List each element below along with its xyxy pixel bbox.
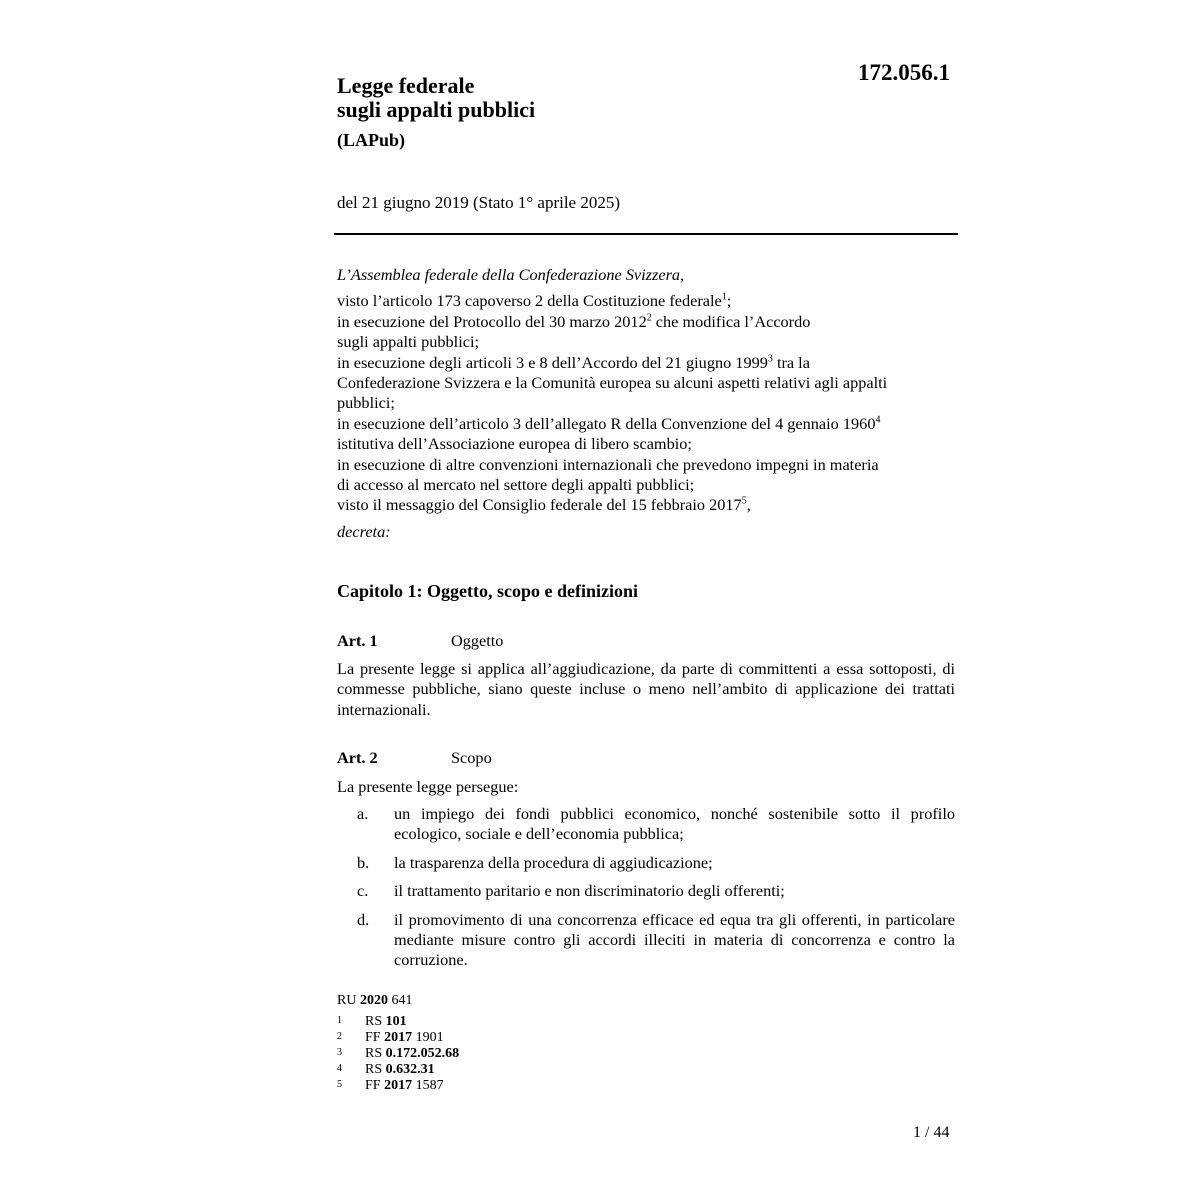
list-letter: c.	[357, 881, 369, 901]
list-item	[337, 910, 955, 971]
header-divider	[334, 233, 958, 235]
preamble-line: in esecuzione di altre convenzioni internazionali che prevedono impegni in materia	[337, 454, 879, 474]
footnote-text: RS 0.632.31	[365, 1062, 435, 1077]
article-heading-2	[337, 748, 492, 768]
footnote-number: 5	[337, 1079, 342, 1090]
list-text: il trattamento paritario e non discriminatorio degli offerenti;	[394, 881, 785, 901]
preamble-intro: L’Assemblea federale della Confederazione Svizzera,	[337, 265, 685, 284]
footnote-2	[337, 1030, 459, 1046]
article-heading-1	[337, 631, 503, 651]
list-item	[337, 804, 955, 845]
footnote-number: 1	[337, 1015, 342, 1026]
footnote-5	[337, 1078, 459, 1094]
preamble	[337, 265, 962, 542]
preamble-line: sugli appalti pubblici;	[337, 332, 479, 352]
footnote-ref[interactable]: 4	[875, 414, 881, 426]
preamble-line: istitutiva dell’Associazione europea di libero scambio;	[337, 434, 692, 454]
preamble-line: in esecuzione del Protocollo del 30 marzo 2012$^2$ che modifica l’Accordo	[337, 311, 811, 331]
list-letter: a.	[357, 804, 369, 823]
preamble-line: Confederazione Svizzera e la Comunità europea su alcuni aspetti relativi agli appalti	[337, 373, 888, 393]
law-title	[337, 74, 535, 122]
sr-number: 172.056.1	[858, 60, 950, 85]
article-number: Art. 2	[337, 748, 378, 767]
footnotes	[337, 1014, 459, 1094]
law-date: del 21 giugno 2019 (Stato 1° aprile 2025)	[337, 193, 621, 212]
article-title: Scopo	[451, 748, 492, 767]
article-title: Oggetto	[451, 631, 504, 650]
list-text: la trasparenza della procedura di aggiudicazione;	[394, 852, 713, 872]
footnote-ref[interactable]: 3	[767, 353, 773, 365]
preamble-line: visto il messaggio del Consiglio federale del 15 febbraio 2017$^5$,	[337, 495, 751, 515]
footnote-text: RS 0.172.052.68	[365, 1046, 460, 1061]
article-1-text: La presente legge si applica all’aggiudicazione, da parte di committenti a essa sottoposti, di commesse pubbliche, siano queste incluse o meno nell’ambito di applicazione dei trattati internazionali.	[337, 659, 955, 719]
list-letter: b.	[357, 852, 370, 872]
law-title-line-2: sugli appalti pubblici	[337, 97, 536, 122]
preamble-line: visto l’articolo 173 capoverso 2 della Costituzione federale$^1$;	[337, 291, 732, 311]
preamble-decreta: decreta:	[337, 521, 391, 541]
list-item	[337, 881, 955, 901]
list-text: un impiego dei fondi pubblici economico, nonché sostenibile sotto il profilo ecologico, sociale e dell’economia pubblica;	[394, 804, 955, 844]
footnote-ref[interactable]: 2	[646, 312, 652, 324]
footnote-number: 4	[337, 1063, 342, 1074]
article-2-intro: La presente legge persegue:	[337, 777, 519, 796]
list-text: il promovimento di una concorrenza efficace ed equa tra gli offerenti, in particolare mediante misure contro gli accordi illeciti in materia di concorrenza e contro la corruzione.	[394, 909, 955, 970]
list-letter: d.	[357, 909, 370, 929]
preamble-line: pubblici;	[337, 393, 395, 413]
footnote-1	[337, 1014, 459, 1030]
page-number: 1 / 44	[913, 1124, 950, 1141]
footnote-4	[337, 1062, 459, 1078]
preamble-line: in esecuzione dell’articolo 3 dell’allegato R della Convenzione del 4 gennaio 1960$^4$	[337, 413, 881, 433]
list-item	[337, 853, 955, 873]
footnote-number: 3	[337, 1047, 342, 1058]
preamble-line: di accesso al mercato nel settore degli appalti pubblici;	[337, 475, 695, 495]
footnote-3	[337, 1046, 459, 1062]
footnote-text: FF 2017 1587	[365, 1078, 444, 1093]
footnote-ref[interactable]: 5	[741, 496, 747, 508]
footnote-number: 2	[337, 1031, 342, 1042]
preamble-line: in esecuzione degli articoli 3 e 8 dell’Accordo del 21 giugno 1999$^3$ tra la	[337, 352, 810, 372]
law-title-line-1: Legge federale	[337, 73, 475, 98]
footnote-ref[interactable]: 1	[721, 291, 727, 303]
article-number: Art. 1	[337, 631, 378, 650]
footnote-text: RS 101	[365, 1014, 407, 1029]
chapter-heading: Capitolo 1: Oggetto, scopo e definizioni	[337, 581, 638, 601]
law-abbreviation: (LAPub)	[337, 130, 406, 150]
article-2-list	[337, 804, 955, 979]
ru-reference: RU 2020 641	[337, 993, 413, 1008]
footnote-text: FF 2017 1901	[365, 1030, 444, 1045]
